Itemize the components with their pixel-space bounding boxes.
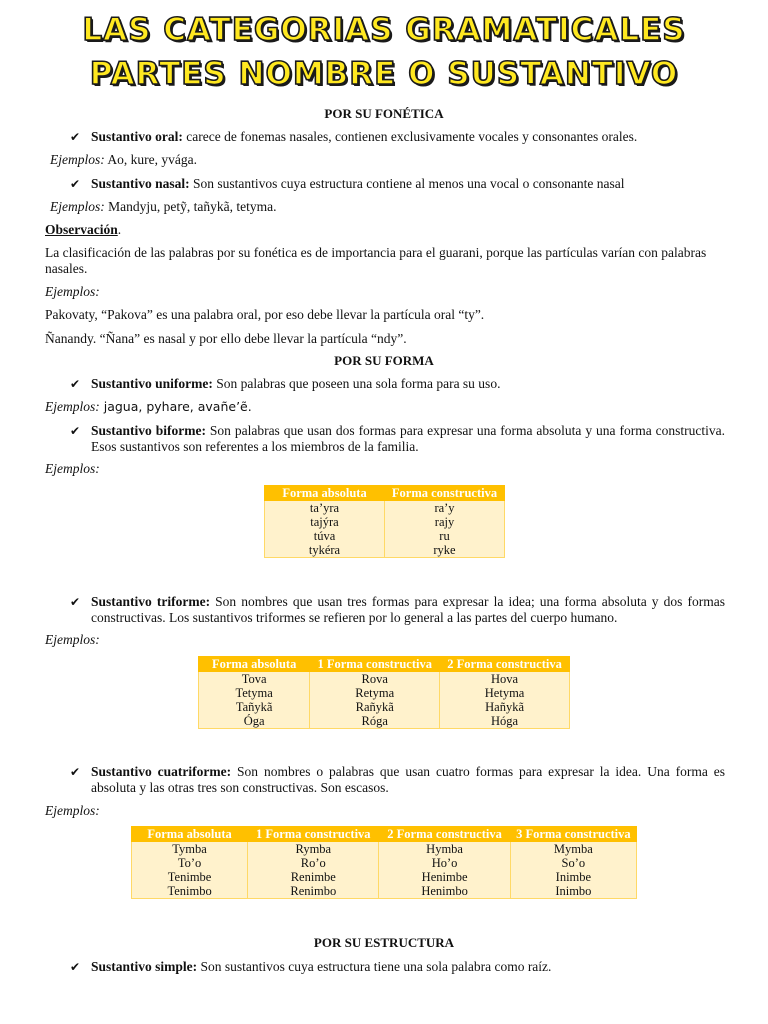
table-cell: ta’yra (265, 501, 385, 516)
bullet-sustantivo-nasal (70, 176, 725, 192)
table-cell: Henimbe (379, 870, 510, 884)
examples-nasal (50, 199, 730, 215)
table-cell: túva (265, 529, 385, 543)
table-cell: Ho’o (379, 856, 510, 870)
table-row (265, 501, 505, 516)
bullet-sustantivo-cuatriforme: ✔ Sustantivo cuatriforme: Son nombres o palabras que usan cuatro formas para expresar la idea. Una forma es absoluta y las otras tres son constructivas. Son escasos. (70, 764, 725, 795)
table-header-row (132, 827, 637, 842)
table-cell: Hetyma (440, 686, 570, 700)
table-cell: Rova (310, 672, 440, 687)
table-cell: Inimbo (510, 884, 636, 899)
table-header: Forma absoluta (199, 657, 310, 672)
table-cell: ru (385, 529, 505, 543)
examples-oral (50, 152, 730, 168)
table-cell: Óga (199, 714, 310, 729)
checkmark-icon: ✔ (70, 424, 81, 438)
table-header: 2 Forma constructiva (379, 827, 510, 842)
term-nasal: Sustantivo nasal: (91, 176, 190, 191)
table-cell: Henimbo (379, 884, 510, 899)
checkmark-icon: ✔ (70, 130, 81, 144)
table-cell: Tymba (132, 842, 248, 857)
examples-label-fonetica: Ejemplos: (45, 284, 100, 299)
table-header-row (265, 486, 505, 501)
observation-text: La clasificación de las palabras por su fonética es de importancia para el guarani, porque las partículas varían con palabras nasales. (45, 245, 707, 276)
table-cell: ra’y (385, 501, 505, 516)
examples-label-cuatriforme: Ejemplos: (45, 803, 100, 818)
table-header: 3 Forma constructiva (510, 827, 636, 842)
table-cuatriforme (131, 826, 637, 899)
table-cell: Tova (199, 672, 310, 687)
checkmark-icon: ✔ (70, 960, 81, 974)
table-cell: Tañykã (199, 700, 310, 714)
checkmark-icon: ✔ (70, 177, 81, 191)
table-header: 2 Forma constructiva (440, 657, 570, 672)
table-cell: So’o (510, 856, 636, 870)
table-row (265, 543, 505, 558)
table-cell: Rañykã (310, 700, 440, 714)
examples-uniforme: Ejemplos: jagua, pyhare, avañe’ẽ. (45, 399, 252, 414)
section-heading-forma: POR SU FORMA (334, 353, 434, 368)
table-header: Forma absoluta (265, 486, 385, 501)
example-nanandy: Ñanandy. “Ñana” es nasal y por ello debe llevar la partícula “ndy”. (45, 331, 407, 346)
table-row (199, 714, 570, 729)
table-cell: tykéra (265, 543, 385, 558)
section-heading-fonetica: POR SU FONÉTICA (324, 106, 444, 121)
examples-text: Ao, kure, yvága. (104, 152, 197, 167)
examples-text: Mandyju, petỹ, tañykã, tetyma. (104, 199, 277, 214)
table-row (132, 884, 637, 899)
observation-heading: Observación. (45, 222, 122, 237)
table-cell: Hova (440, 672, 570, 687)
table-triforme (198, 656, 570, 729)
table-cell: Mymba (510, 842, 636, 857)
table-header: Forma constructiva (385, 486, 505, 501)
table-row (199, 672, 570, 687)
table-row (199, 700, 570, 714)
checkmark-icon: ✔ (70, 595, 81, 609)
checkmark-icon: ✔ (70, 377, 81, 391)
table-row (199, 686, 570, 700)
page-title-line2: PARTES NOMBRE O SUSTANTIVO (89, 56, 679, 92)
bullet-sustantivo-triforme: ✔ Sustantivo triforme: Son nombres que usan tres formas para expresar la idea; una forma absoluta y dos formas constructivas. Los sustantivos triformes se refieren por lo general a las partes del cuerpo humano. (70, 594, 725, 625)
desc-nasal: Son sustantivos cuya estructura contiene al menos una vocal o consonante nasal (189, 176, 625, 191)
section-heading-estructura: POR SU ESTRUCTURA (313, 935, 455, 950)
table-cell: To’o (132, 856, 248, 870)
table-cell: tajýra (265, 515, 385, 529)
table-header: Forma absoluta (132, 827, 248, 842)
table-cell: Rymba (248, 842, 379, 857)
table-cell: Inimbe (510, 870, 636, 884)
table-header: 1 Forma constructiva (310, 657, 440, 672)
page-title-line1: LAS CATEGORIAS GRAMATICALES (82, 12, 686, 48)
table-header-row (199, 657, 570, 672)
table-row (132, 856, 637, 870)
table-header: 1 Forma constructiva (248, 827, 379, 842)
table-cell: Tenimbe (132, 870, 248, 884)
examples-label-biforme: Ejemplos: (45, 461, 100, 476)
table-cell: Róga (310, 714, 440, 729)
table-cell: Hañykã (440, 700, 570, 714)
table-cell: Tenimbo (132, 884, 248, 899)
table-cell: Hymba (379, 842, 510, 857)
bullet-sustantivo-simple: ✔ Sustantivo simple: Son sustantivos cuya estructura tiene una sola palabra como raíz. (70, 959, 552, 974)
examples-label-triforme: Ejemplos: (45, 632, 100, 647)
table-row (265, 529, 505, 543)
table-cell: ryke (385, 543, 505, 558)
examples-label: Ejemplos: (50, 199, 105, 214)
bullet-sustantivo-oral (70, 129, 725, 145)
table-cell: Retyma (310, 686, 440, 700)
bullet-sustantivo-biforme: ✔ Sustantivo biforme: Son palabras que usan dos formas para expresar una forma absoluta y una forma constructiva. Esos sustantivos son referentes a los miembros de la familia. (70, 423, 726, 454)
example-pakovaty: Pakovaty, “Pakova” es una palabra oral, por eso debe llevar la partícula oral “ty”. (45, 307, 485, 322)
table-cell: Renimbe (248, 870, 379, 884)
table-row (132, 870, 637, 884)
table-cell: Renimbo (248, 884, 379, 899)
table-row (265, 515, 505, 529)
examples-label: Ejemplos: (50, 152, 105, 167)
table-cell: Ro’o (248, 856, 379, 870)
table-cell: Hóga (440, 714, 570, 729)
bullet-sustantivo-uniforme: ✔ Sustantivo uniforme: Son palabras que poseen una sola forma para su uso. (70, 376, 501, 391)
desc-oral: carece de fonemas nasales, contienen exclusivamente vocales y consonantes orales. (182, 129, 638, 144)
checkmark-icon: ✔ (70, 765, 81, 779)
table-cell: Tetyma (199, 686, 310, 700)
table-biforme (264, 485, 505, 558)
term-oral: Sustantivo oral: (91, 129, 183, 144)
table-cell: rajy (385, 515, 505, 529)
table-row (132, 842, 637, 857)
